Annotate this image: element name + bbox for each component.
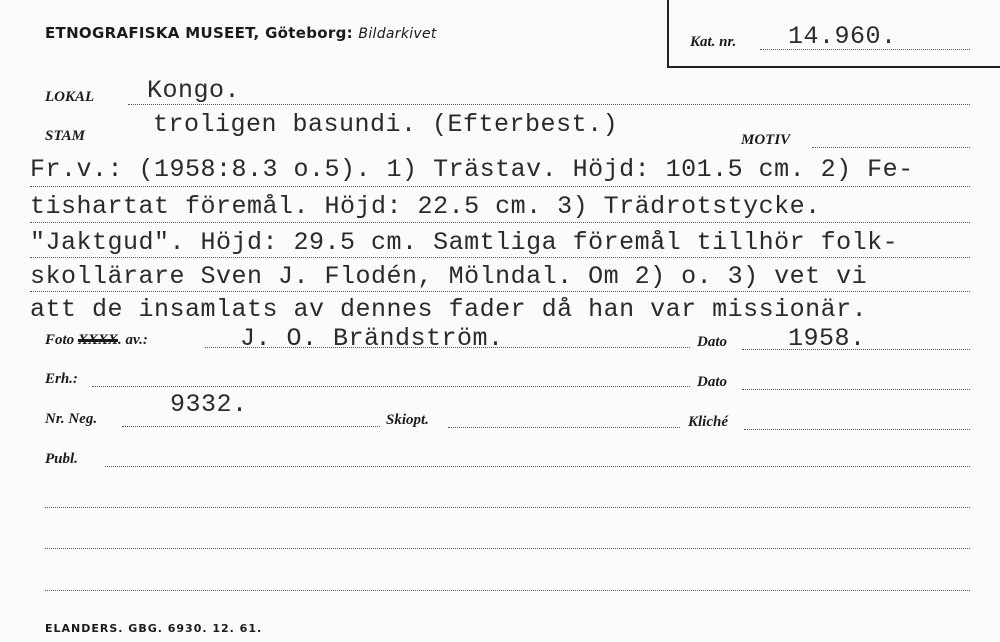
kliche-label: Kliché [688, 414, 728, 430]
description-dotted-line-3 [30, 257, 970, 258]
museum-header [45, 24, 437, 42]
stam-label: STAM [45, 128, 86, 144]
katnr-box-border-bottom [667, 66, 1000, 68]
skiopt-label: Skiopt. [386, 412, 429, 428]
description-line-3: "Jaktgud". Höjd: 29.5 cm. Samtliga föremål tillhör folk- [30, 228, 899, 257]
description-line-2: tishartat föremål. Höjd: 22.5 cm. 3) Trädrotstycke. [30, 192, 821, 221]
foto-struck-word: XXXX [77, 332, 118, 348]
nrneg-dotted-line [122, 426, 380, 427]
motiv-dotted-line [812, 147, 970, 148]
lokal-value: Kongo. [147, 76, 241, 105]
dato-label-1: Dato [697, 334, 727, 350]
description-dotted-line-4 [30, 291, 970, 292]
lokal-dotted-line [128, 104, 970, 105]
publ-dotted-line-4 [45, 590, 970, 591]
erh-label: Erh.: [45, 371, 78, 387]
nrneg-label: Nr. Neg. [45, 411, 98, 427]
motiv-label: MOTIV [741, 132, 791, 148]
publ-dotted-line-3 [45, 548, 970, 549]
foto-value: J. O. Brändström. [240, 324, 504, 353]
description-line-5: att de insamlats av dennes fader då han var missionär. [30, 295, 868, 324]
foto-av-label: . av.: [117, 332, 148, 348]
publ-label: Publ. [45, 451, 78, 467]
stam-value: troligen basundi. (Efterbest.) [153, 110, 619, 139]
description-line-4: skollärare Sven J. Flodén, Mölndal. Om 2) o. 3) vet vi [30, 262, 868, 291]
foto-label [45, 332, 148, 349]
printer-footer: ELANDERS. GBG. 6930. 12. 61. [45, 622, 263, 635]
foto-label-text: Foto [45, 332, 75, 348]
katnr-label: Kat. nr. [690, 34, 737, 50]
kliche-dotted-line [744, 429, 970, 430]
museum-city: Göteborg: [265, 24, 359, 42]
skiopt-dotted-line [448, 427, 680, 428]
museum-name: ETNOGRAFISKA MUSEET, [45, 24, 266, 42]
lokal-label: LOKAL [45, 89, 95, 105]
dato-value-1: 1958. [788, 324, 866, 353]
description-dotted-line-2 [30, 222, 970, 223]
description-line-1: Fr.v.: (1958:8.3 o.5). 1) Trästav. Höjd: 101.5 cm. 2) Fe- [30, 155, 914, 184]
erh-dotted-line [92, 386, 690, 387]
publ-dotted-line-2 [45, 507, 970, 508]
nrneg-value: 9332. [170, 390, 248, 419]
publ-dotted-line-1 [105, 466, 970, 467]
dato-dotted-line-2 [742, 389, 970, 390]
katnr-value: 14.960. [788, 22, 897, 51]
description-dotted-line-1 [30, 186, 970, 187]
katnr-box-border-left [667, 0, 669, 68]
dato-label-2: Dato [697, 374, 727, 390]
archive-name: Bildarkivet [358, 26, 437, 42]
